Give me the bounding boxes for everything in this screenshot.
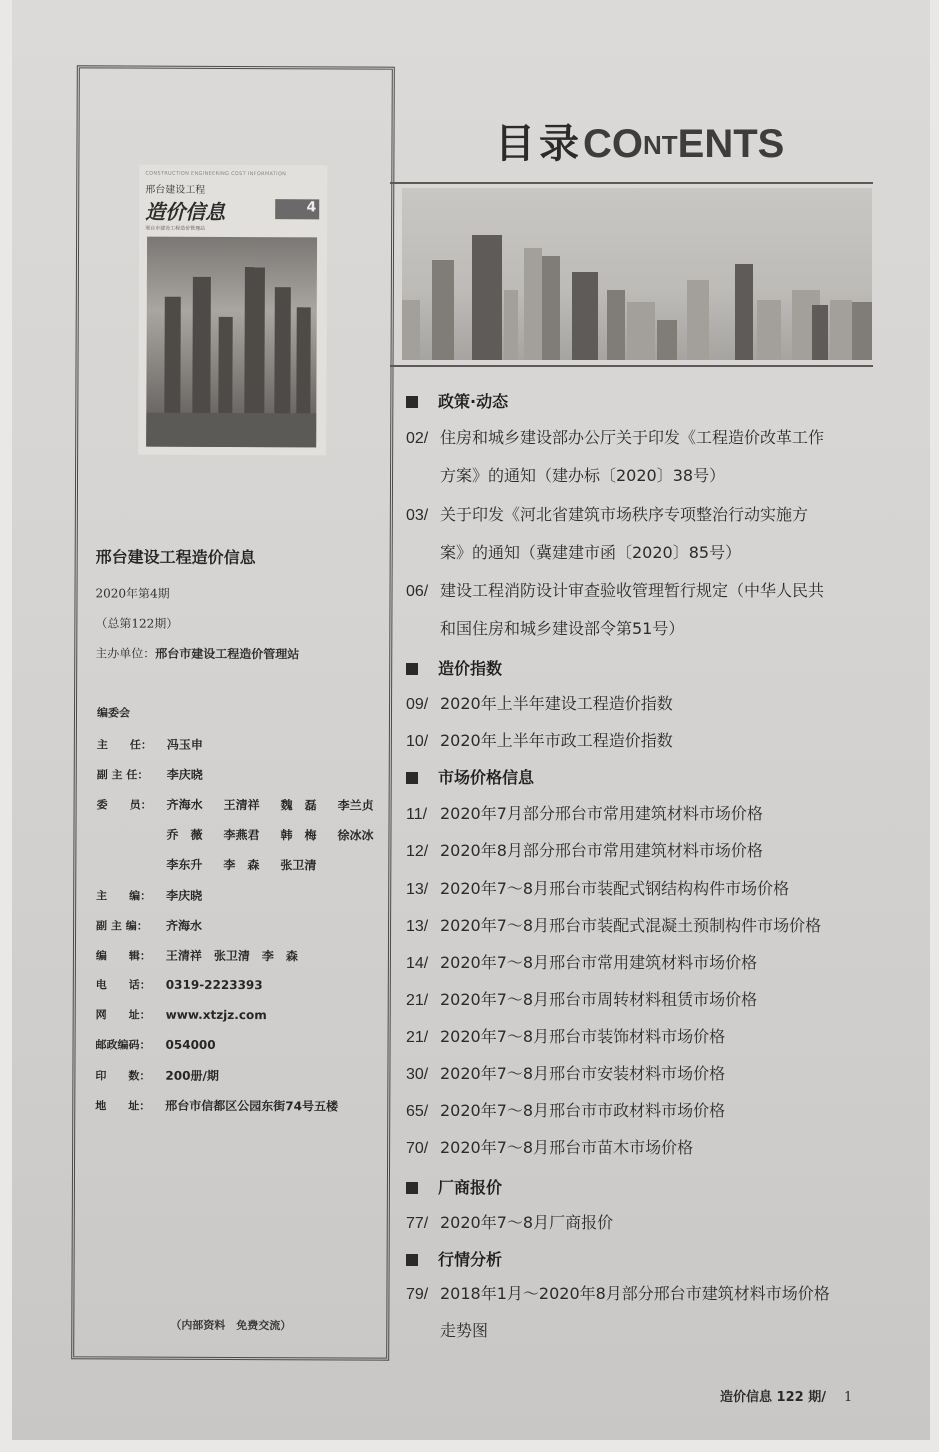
toc-entry: 21/ 2020年7～8月邢台市周转材料租赁市场价格 (406, 990, 758, 1009)
phone-row: 电 话： 0319-2223393 (95, 977, 263, 993)
square-bullet-icon (406, 396, 418, 408)
issue-number: 2020年第4期 (95, 586, 170, 601)
sponsor-label: 主办单位： (95, 646, 156, 661)
magazine-page (12, 0, 930, 1440)
toc-entry: 02/ 住房和城乡建设部办公厅关于印发《工程造价改革工作 (406, 428, 825, 447)
editor-in-chief-row: 主 编： 李庆晓 (96, 888, 203, 903)
deputy-editor-row: 副 主 编： 齐海水 (96, 918, 203, 933)
page-number: 1 (843, 1390, 853, 1405)
toc-entry: 11/ 2020年7月部分邢台市常用建筑材料市场价格 (406, 804, 763, 823)
square-bullet-icon (406, 663, 418, 675)
toc-entry: 13/ 2020年7～8月邢台市装配式混凝土预制构件市场价格 (406, 916, 822, 935)
cover-en-header: CONSTRUCTION ENGINEERING COST INFORMATION (145, 170, 287, 178)
cover-big-title: 造价信息 (145, 199, 226, 224)
postcode-row: 邮政编码： 054000 (95, 1037, 216, 1052)
toc-entry-cont: 方案》的通知（建办标〔2020〕38号） (440, 466, 726, 485)
contents-title: 目录CONTENTS (495, 120, 785, 167)
members-row-1: 委 员： 齐海水 王清祥 魏 磊 李兰贞 (96, 797, 374, 813)
toc-entry-cont: 和国住房和城乡建设部令第51号） (440, 619, 685, 638)
toc-entry: 77/ 2020年7～8月厂商报价 (406, 1213, 614, 1232)
toc-entry: 79/ 2018年1月～2020年8月部分邢台市建筑材料市场价格 (406, 1284, 830, 1303)
square-bullet-icon (406, 772, 418, 784)
publication-title: 邢台建设工程造价信息 (95, 547, 256, 568)
section-policy-news: 政策·动态 (406, 389, 508, 412)
square-bullet-icon (406, 1182, 418, 1194)
total-issue: （总第122期） (95, 616, 179, 631)
sponsor-row (95, 644, 299, 662)
toc-entry: 09/ 2020年上半年建设工程造价指数 (406, 694, 673, 713)
print-run-row: 印 数： 200册/期 (95, 1068, 219, 1083)
toc-entry: 70/ 2020年7～8月邢台市苗木市场价格 (406, 1138, 694, 1157)
toc-entry: 13/ 2020年7～8月邢台市装配式钢结构构件市场价格 (406, 879, 790, 898)
members-row-3: 李东升 李 森 张卫清 (166, 857, 317, 873)
city-skyline-photo (402, 188, 872, 360)
cover-small-title: 邢台建设工程 (145, 184, 206, 196)
cover-city-photo (146, 237, 317, 448)
editors-row: 编 辑： 王清祥 张卫清 李 森 (95, 948, 298, 964)
section-market-prices: 市场价格信息 (406, 765, 534, 788)
internal-material-note: （内部资料 免费交流） (170, 1318, 292, 1333)
photo-rule (390, 365, 873, 367)
toc-entry: 10/ 2020年上半年市政工程造价指数 (406, 731, 673, 750)
toc-entry: 65/ 2020年7～8月邢台市市政材料市场价格 (406, 1101, 726, 1120)
toc-entry: 06/ 建设工程消防设计审查验收管理暂行规定（中华人民共 (406, 581, 825, 600)
toc-entry: 14/ 2020年7～8月邢台市常用建筑材料市场价格 (406, 953, 758, 972)
title-rule (390, 182, 873, 184)
editorial-board-title: 编委会 (96, 706, 131, 720)
members-row-2: 乔 薇 李燕君 韩 梅 徐冰冰 (166, 827, 374, 843)
address-row: 地 址： 邢台市信都区公园东街74号五楼 (95, 1098, 339, 1114)
cover-subtitle: 邢台市建设工程造价管理站 (145, 225, 206, 232)
director-row: 主 任： 冯玉申 (96, 737, 203, 752)
toc-entry: 03/ 关于印发《河北省建筑市场秩序专项整治行动实施方 (406, 505, 809, 524)
sponsor-value: 邢台市建设工程造价管理站 (155, 646, 300, 662)
toc-entry: 30/ 2020年7～8月邢台市安装材料市场价格 (406, 1064, 726, 1083)
toc-entry: 12/ 2020年8月部分邢台市常用建筑材料市场价格 (406, 841, 763, 860)
toc-entry: 21/ 2020年7～8月邢台市装饰材料市场价格 (406, 1027, 726, 1046)
cover-thumbnail (138, 165, 327, 456)
square-bullet-icon (406, 1254, 418, 1266)
section-cost-index: 造价指数 (406, 656, 502, 679)
section-vendor-quotes: 厂商报价 (406, 1175, 502, 1198)
toc-entry-cont: 案》的通知（冀建建市函〔2020〕85号） (440, 543, 742, 562)
deputy-director-row: 副 主 任： 李庆晓 (96, 767, 203, 782)
colophon-panel (71, 65, 395, 1360)
website-row: 网 址： www.xtzjz.com (95, 1007, 267, 1023)
cover-issue-badge: 4 (275, 199, 319, 219)
footer-label: 造价信息 122 期/ (720, 1390, 826, 1405)
toc-entry-cont: 走势图 (440, 1321, 489, 1340)
section-market-analysis: 行情分析 (406, 1247, 502, 1270)
page-footer (720, 1386, 852, 1405)
